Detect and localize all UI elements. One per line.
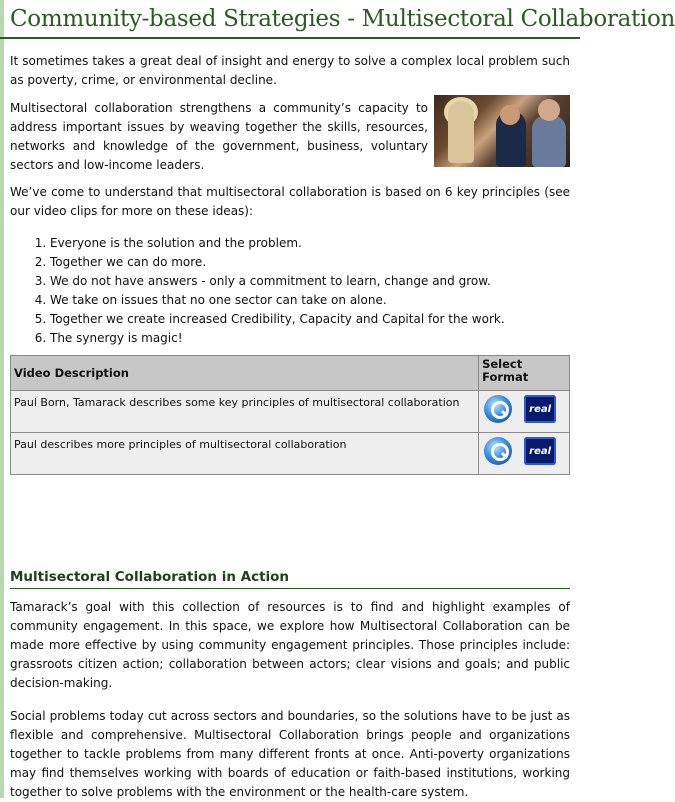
intro-paragraph-2: Multisectoral collaboration strengthens a community’s capacity to address important issues by weaving together the skills, resources, networks and knowledge of the government, business, voluntary sectors and low-income leaders.	[10, 101, 428, 172]
video-table	[10, 355, 570, 475]
realplayer-icon[interactable]: real	[524, 395, 556, 423]
quicktime-icon[interactable]	[484, 395, 512, 423]
page-title: Community-based Strategies - Multisectoral Collaboration	[10, 6, 675, 32]
table-row	[11, 391, 570, 433]
section-paragraph-1: Tamarack’s goal with this collection of resources is to find and highlight examples of community engagement. In this space, we explore how Multisectoral Collaboration can be made more effective by using community engagement principles. Those principles include: grassroots citizen action; collaboration between actors; clear visions and goals; and public decision-making.	[10, 600, 570, 690]
meeting-photo	[434, 95, 570, 167]
principles-list	[10, 234, 570, 348]
list-item: 2. Together we can do more.	[50, 253, 570, 272]
list-item: 4. We take on issues that no one sector can take on alone.	[50, 291, 570, 310]
section-paragraph-2: Social problems today cut across sectors and boundaries, so the solutions have to be just as flexible and comprehensive. Multisectoral Collaboration brings people and organizations together to tackle problems from many different fronts at once. Anti-poverty organizations may find themselves working with boards of education or faith-based institutions, working together to solve problems with the environment or the health-care system.	[10, 709, 570, 799]
video-description: Paul describes more principles of multisectoral collaboration	[11, 433, 479, 475]
header-video-description: Video Description	[11, 356, 479, 391]
list-item: 1. Everyone is the solution and the problem.	[50, 234, 570, 253]
title-divider	[0, 37, 580, 39]
section-divider	[10, 588, 570, 589]
header-select-format: Select Format	[479, 356, 570, 391]
intro-paragraph-1: It sometimes takes a great deal of insight and energy to solve a complex local problem such as poverty, crime, or environmental decline.	[10, 54, 570, 87]
list-item: 5. Together we create increased Credibility, Capacity and Capital for the work.	[50, 310, 570, 329]
table-header-row	[11, 356, 570, 391]
list-item: 6. The synergy is magic!	[50, 329, 570, 348]
quicktime-icon[interactable]	[484, 437, 512, 465]
intro-paragraph-2-block	[10, 99, 570, 175]
left-accent-bar	[0, 0, 4, 798]
intro-paragraph-3: We’ve come to understand that multisectoral collaboration is based on 6 key principles (see our video clips for more on these ideas):	[10, 185, 570, 218]
main-content	[10, 0, 675, 802]
section-title: Multisectoral Collaboration in Action	[10, 569, 290, 585]
realplayer-icon[interactable]: real	[524, 437, 556, 465]
video-description: Paul Born, Tamarack describes some key principles of multisectoral collaboration	[11, 391, 479, 433]
list-item: 3. We do not have answers - only a commitment to learn, change and grow.	[50, 272, 570, 291]
table-row	[11, 433, 570, 475]
format-cell	[479, 391, 570, 433]
format-cell	[479, 433, 570, 475]
